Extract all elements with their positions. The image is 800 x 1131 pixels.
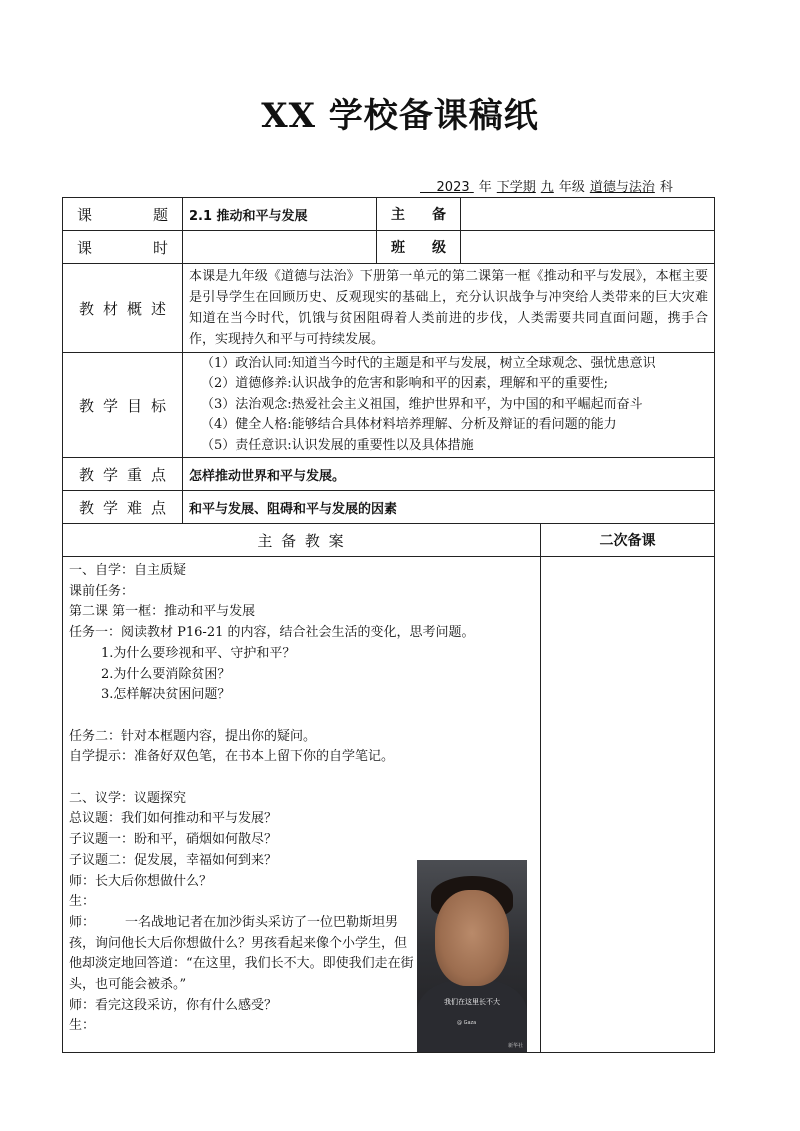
- plan-line: 总议题：我们如何推动和平与发展？: [69, 811, 278, 827]
- subject-value: 道德与法治: [589, 180, 655, 195]
- difficulty-text: 和平与发展、阻碍和平与发展的因素: [183, 491, 715, 524]
- photo-face-shape: [435, 890, 509, 986]
- hours-value[interactable]: [183, 231, 377, 264]
- author-label: 主 备: [377, 198, 461, 231]
- plan-line: 生：: [69, 894, 96, 910]
- label-char: 学: [102, 498, 118, 517]
- label-char: 学: [102, 396, 118, 415]
- interview-boy-photo: [417, 860, 527, 1052]
- plan-line: 师：看完这段采访，你有什么感受？: [69, 997, 278, 1013]
- main-plan-header: 主 备 教 案: [63, 524, 541, 557]
- author-value[interactable]: [461, 198, 715, 231]
- key-point-label: [63, 458, 183, 491]
- plan-paragraph: 师： 一名战地记者在加沙街头采访了一位巴勒斯坦男孩，询问他长大后你想做什么？男孩看起来像个小学生，但他却淡定地回答道：“在这里，我们长不大。即使我们走在街头，也可能会被杀。”: [69, 914, 414, 993]
- plan-line: 师：长大后你想做什么？: [69, 873, 213, 889]
- label-char: 材: [102, 299, 118, 318]
- label-char: 重: [126, 465, 142, 484]
- goal-item: （4）健全人格:能够结合具体材料培养理解、分析及辩证的看问题的能力: [201, 417, 617, 433]
- plan-line: 一、自学：自主质疑: [69, 563, 187, 578]
- hours-label: 课 时: [63, 231, 183, 264]
- label-char: 概: [126, 299, 142, 318]
- lesson-label: 课 题: [63, 198, 183, 231]
- goals-list: [183, 353, 715, 458]
- difficulty-label: [63, 491, 183, 524]
- label-char: 教: [79, 465, 95, 484]
- photo-small-text: @ Gaza: [457, 1020, 477, 1026]
- overview-text: 本课是九年级《道德与法治》下册第一单元的第二课第一框《推动和平与发展》，本框主要是引导学生在回顾历史、反观现实的基础上，充分认识战争与冲突给人类带来的巨大灾难知道在当今时代，饥饿与贫困阻碍着人类前进的步伐，人类需要共同直面问题，携手合作，实现持久和平与可持续发展。: [183, 264, 715, 353]
- plan-line: 子议题二：促发展，幸福如何到来？: [69, 852, 278, 868]
- label-char: 教: [79, 396, 95, 415]
- second-plan-header: 二次备课: [541, 524, 715, 557]
- term-value: 下学期: [496, 180, 536, 195]
- goals-label: [63, 353, 183, 458]
- label-char: 标: [150, 396, 166, 415]
- goal-item: （3）法治观念:热爱社会主义祖国，维护世界和平，为中国的和平崛起而奋斗: [201, 396, 643, 412]
- goal-item: （5）责任意识:认识发展的重要性以及具体措施: [201, 437, 474, 453]
- lesson-value[interactable]: 2.1 推动和平与发展: [183, 198, 377, 231]
- plan-line: 第二课 第一框：推动和平与发展: [69, 604, 256, 620]
- plan-line: 课前任务：: [69, 583, 135, 599]
- plan-line: 二、议学：议题探究: [69, 790, 187, 806]
- plan-line: 任务一：阅读教材 P16-21 的内容，结合社会生活的变化，思考问题。: [69, 625, 475, 641]
- photo-caption: 我们在这里长不大: [444, 998, 500, 1006]
- label-char: 难: [126, 498, 142, 517]
- lesson-plan-table: [62, 197, 715, 1053]
- plan-line: 1.为什么要珍视和平、守护和平？: [101, 645, 296, 661]
- main-plan-content: [63, 557, 541, 1053]
- goal-item: （2）道德修养:认识战争的危害和影响和平的因素，理解和平的重要性;: [201, 376, 609, 392]
- second-plan-content[interactable]: [541, 557, 715, 1053]
- label-char: 述: [150, 299, 166, 318]
- label-char: 点: [150, 498, 166, 517]
- goal-item: （1）政治认同:知道当今时代的主题是和平与发展，树立全球观念、强忧患意识: [201, 355, 656, 371]
- plan-line: 生：: [69, 1018, 96, 1034]
- plan-line: 3.怎样解决贫困问题？: [101, 687, 231, 703]
- plan-line: 任务二：针对本框题内容，提出你的疑问。: [69, 728, 317, 744]
- plan-line: 2.为什么要消除贫困？: [101, 666, 231, 682]
- label-char: 学: [102, 465, 118, 484]
- label-char: 目: [126, 396, 142, 415]
- class-value[interactable]: [461, 231, 715, 264]
- plan-line: 子议题一：盼和平，硝烟如何散尽？: [69, 832, 278, 848]
- page-title: XX 学校备课稿纸: [261, 96, 539, 136]
- overview-label: [63, 264, 183, 353]
- key-point-text: 怎样推动世界和平与发展。: [183, 458, 715, 491]
- year-unit: 年: [478, 180, 492, 195]
- photo-corner-text: 新华社: [507, 1043, 523, 1049]
- class-label: 班 级: [377, 231, 461, 264]
- term-info-line: [420, 176, 710, 195]
- grade-value: 九: [540, 180, 554, 195]
- year-value: 2023: [436, 180, 470, 195]
- label-char: 教: [79, 498, 95, 517]
- label-char: 教: [79, 299, 95, 318]
- grade-unit: 年级: [558, 180, 585, 195]
- label-char: 点: [150, 465, 166, 484]
- plan-line: 自学提示：准备好双色笔，在书本上留下你的自学笔记。: [69, 749, 395, 765]
- subject-unit: 科: [659, 180, 673, 195]
